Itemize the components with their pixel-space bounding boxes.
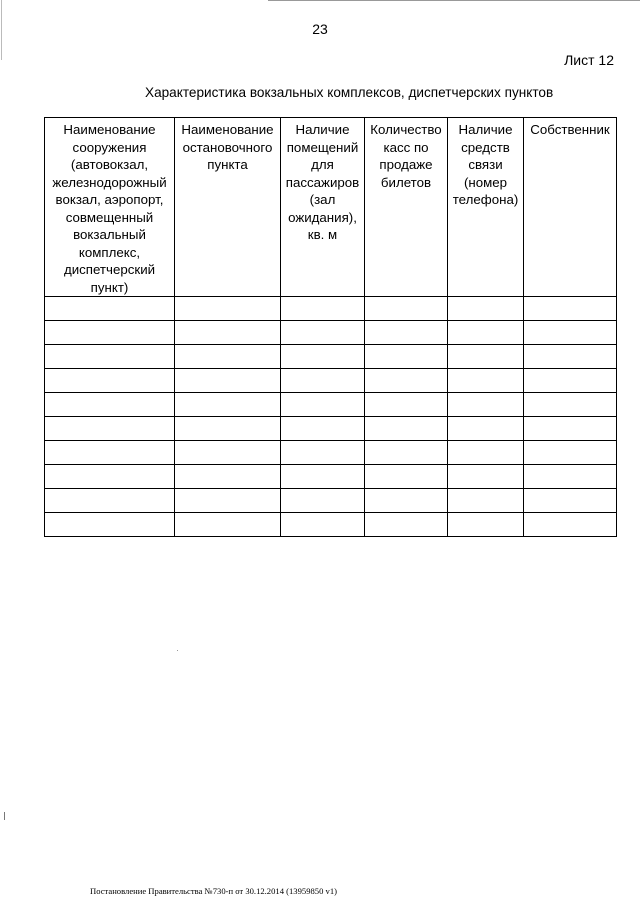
table-cell — [365, 369, 448, 393]
table-row — [45, 345, 617, 369]
table-cell — [365, 393, 448, 417]
table-row — [45, 321, 617, 345]
table-cell — [281, 465, 365, 489]
sheet-label: Лист 12 — [564, 52, 614, 68]
table-row — [45, 465, 617, 489]
table-cell — [175, 441, 281, 465]
table-cell — [45, 465, 175, 489]
footer-reference: Постановление Правительства №730-п от 30.12.2014 (13959850 v1) — [90, 886, 337, 896]
table-cell — [45, 321, 175, 345]
table-cell — [45, 513, 175, 537]
table-cell — [448, 393, 524, 417]
table-cell — [524, 345, 617, 369]
table-cell — [175, 369, 281, 393]
table-cell — [175, 465, 281, 489]
scan-mark — [4, 812, 5, 820]
table-cell — [448, 417, 524, 441]
table-cell — [45, 393, 175, 417]
table-cell — [281, 393, 365, 417]
table-cell — [365, 465, 448, 489]
page-number: 23 — [312, 21, 328, 37]
table-row — [45, 417, 617, 441]
table-cell — [45, 369, 175, 393]
table-cell — [365, 417, 448, 441]
table-cell — [448, 441, 524, 465]
table-cell — [281, 297, 365, 321]
table-cell — [524, 489, 617, 513]
table-cell — [45, 489, 175, 513]
table-cell — [45, 417, 175, 441]
table-row — [45, 441, 617, 465]
table-cell — [281, 441, 365, 465]
table-cell — [448, 513, 524, 537]
table-cell — [45, 441, 175, 465]
table-row — [45, 393, 617, 417]
table-row — [45, 513, 617, 537]
table-cell — [175, 417, 281, 441]
table-cell — [175, 489, 281, 513]
table-cell — [365, 297, 448, 321]
table-body — [45, 297, 617, 537]
table-cell — [524, 321, 617, 345]
table-row — [45, 489, 617, 513]
table-cell — [365, 345, 448, 369]
table-cell — [175, 513, 281, 537]
table-cell — [448, 465, 524, 489]
table-cell — [524, 393, 617, 417]
table-cell — [45, 345, 175, 369]
table-cell — [365, 513, 448, 537]
table-cell — [281, 321, 365, 345]
table-cell — [45, 297, 175, 321]
table-cell — [524, 513, 617, 537]
header-communication: Наличие средств связи (номер телефона) — [448, 118, 524, 297]
table-cell — [365, 489, 448, 513]
table-header-row — [45, 118, 617, 297]
header-stop-name: Наименование остановочного пункта — [175, 118, 281, 297]
header-ticket-offices: Количество касс по продаже билетов — [365, 118, 448, 297]
header-owner: Собственник — [524, 118, 617, 297]
table-cell — [524, 465, 617, 489]
table-cell — [448, 321, 524, 345]
scan-dot — [177, 650, 178, 651]
table-cell — [448, 345, 524, 369]
table-cell — [524, 297, 617, 321]
table-cell — [281, 417, 365, 441]
table-cell — [365, 441, 448, 465]
table-cell — [281, 489, 365, 513]
table-cell — [175, 321, 281, 345]
characteristics-table — [44, 117, 617, 537]
table-cell — [365, 321, 448, 345]
table-row — [45, 297, 617, 321]
table-cell — [524, 369, 617, 393]
table-cell — [448, 297, 524, 321]
header-facility-name: Наименование сооружения (автовокзал, железнодорожный вокзал, аэропорт, совмещенный вокзальный комплекс, диспетчерский пункт) — [45, 118, 175, 297]
table-cell — [448, 369, 524, 393]
table-row — [45, 369, 617, 393]
table-cell — [524, 441, 617, 465]
table-cell — [175, 345, 281, 369]
table-cell — [175, 297, 281, 321]
table-cell — [524, 417, 617, 441]
header-passenger-rooms: Наличие помещений для пассажиров (зал ожидания), кв. м — [281, 118, 365, 297]
scan-top-line — [268, 0, 640, 1]
table-cell — [448, 489, 524, 513]
table-cell — [175, 393, 281, 417]
document-title: Характеристика вокзальных комплексов, диспетчерских пунктов — [145, 85, 554, 100]
table-cell — [281, 369, 365, 393]
table-cell — [281, 513, 365, 537]
table-cell — [281, 345, 365, 369]
